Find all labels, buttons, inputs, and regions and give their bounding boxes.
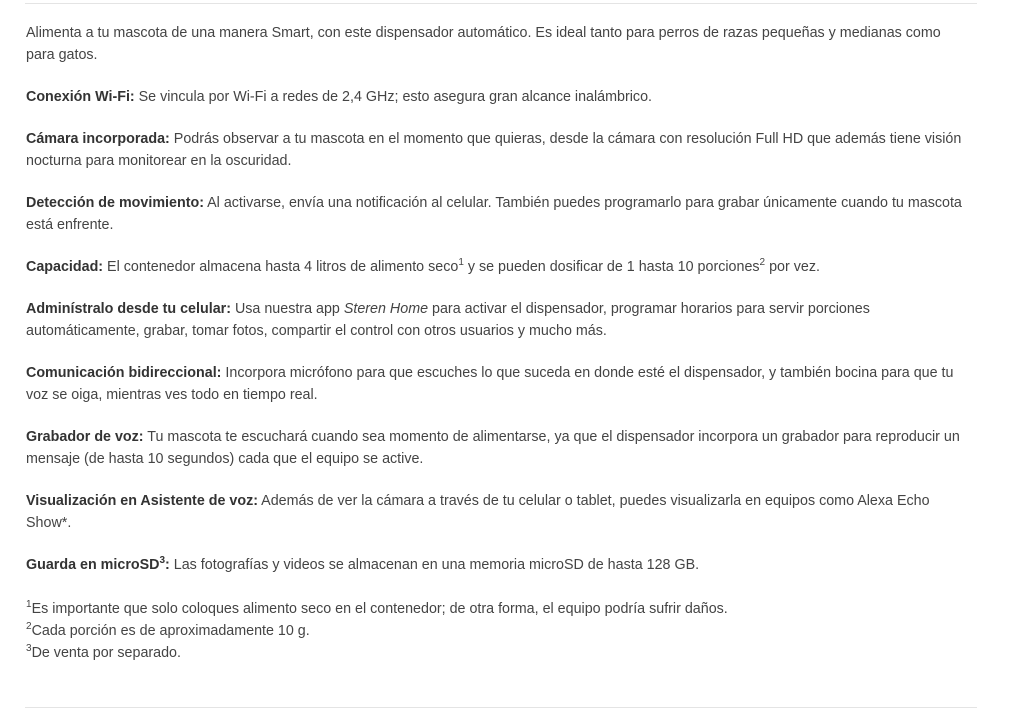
feature-text: Incorpora micrófono para que escuches lo que suceda en donde esté el dispensador, y también bocina para que tu voz se oiga, mientras ves todo en tiempo real.	[26, 365, 954, 403]
bottom-divider	[25, 707, 977, 708]
footnote-ref: 3	[159, 555, 166, 566]
product-description	[26, 22, 966, 664]
feature-text: Al activarse, envía una notificación al celular. También puedes programarlo para grabar únicamente cuando tu mascota está enfrente.	[26, 195, 962, 233]
footnote-ref: 1	[458, 257, 464, 268]
feature-title: Conexión Wi-Fi:	[26, 89, 135, 105]
feature-title: Comunicación bidireccional:	[26, 365, 222, 381]
app-name: Steren Home	[343, 301, 429, 317]
feature-title: Grabador de voz:	[26, 429, 144, 445]
feature-title-text: Guarda en microSD	[26, 557, 160, 573]
footnote-text: Es importante que solo coloques alimento seco en el contenedor; de otra forma, el equipo podría sufrir daños.	[31, 601, 728, 617]
feature-twoway	[26, 362, 966, 406]
feature-title: Cámara incorporada:	[26, 131, 170, 147]
feature-text: Podrás observar a tu mascota en el momento que quieras, desde la cámara con resolución Full HD que además tiene visión nocturna para monitorear en la oscuridad.	[26, 131, 962, 169]
footnote-3	[26, 642, 966, 664]
feature-title-colon: :	[165, 557, 170, 573]
feature-capacity	[26, 256, 966, 278]
feature-text: por vez.	[765, 259, 820, 275]
footnote-text: Cada porción es de aproximadamente 10 g.	[31, 623, 310, 639]
feature-text: Tu mascota te escuchará cuando sea momento de alimentarse, ya que el dispensador incorpora un grabador para reproducir un mensaje (de hasta 10 segundos) cada que el equipo se active.	[26, 429, 960, 467]
feature-title	[26, 557, 170, 573]
intro-paragraph: Alimenta a tu mascota de una manera Smart, con este dispensador automático. Es ideal tanto para perros de razas pequeñas y medianas como para gatos.	[26, 25, 941, 63]
footnote-ref: 2	[759, 257, 766, 268]
feature-recorder	[26, 426, 966, 470]
feature-microsd	[26, 554, 966, 576]
feature-title: Detección de movimiento:	[26, 195, 204, 211]
feature-title: Capacidad:	[26, 259, 104, 275]
feature-text: Usa nuestra app	[230, 301, 344, 317]
footnote-2	[26, 620, 966, 642]
footnote-1	[26, 598, 966, 620]
feature-title: Visualización en Asistente de voz:	[26, 493, 258, 509]
footnote-marker: 3	[26, 643, 32, 654]
top-divider	[25, 3, 977, 4]
feature-text: para activar el dispensador, programar horarios para servir porciones automáticamente, grabar, tomar fotos, compartir el control con otros usuarios y mucho más.	[26, 301, 870, 339]
feature-wifi	[26, 86, 966, 108]
feature-assistant	[26, 490, 966, 534]
feature-text: El contenedor almacena hasta 4 litros de alimento seco	[103, 259, 459, 275]
footnotes	[26, 598, 966, 664]
feature-title: Adminístralo desde tu celular:	[26, 301, 231, 317]
footnote-text: De venta por separado.	[31, 645, 181, 661]
feature-text: Se vincula por Wi-Fi a redes de 2,4 GHz; esto asegura gran alcance inalámbrico.	[134, 89, 652, 105]
feature-text: Además de ver la cámara a través de tu celular o tablet, puedes visualizarla en equipos como Alexa Echo Show*.	[26, 493, 930, 531]
feature-camera	[26, 128, 966, 172]
feature-app	[26, 298, 966, 342]
footnote-marker: 2	[26, 621, 32, 632]
feature-text: Las fotografías y videos se almacenan en una memoria microSD de hasta 128 GB.	[169, 557, 700, 573]
footnote-marker: 1	[26, 599, 32, 610]
feature-motion	[26, 192, 966, 236]
feature-text: y se pueden dosificar de 1 hasta 10 porciones	[463, 259, 760, 275]
